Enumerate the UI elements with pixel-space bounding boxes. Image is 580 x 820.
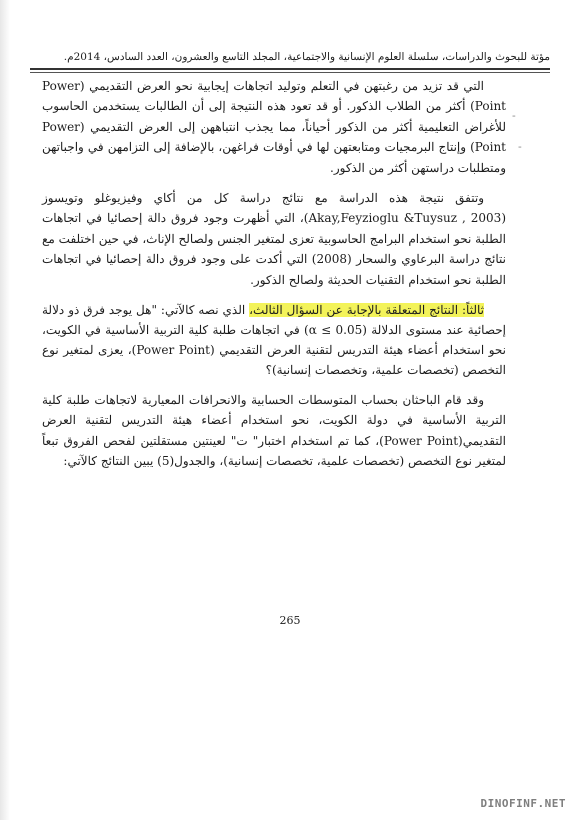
body-text xyxy=(42,76,506,482)
paragraph-discussion: التي قد تزيد من رغبتهن في التعلم وتوليد اتجاهات إيجابية نحو العرض التقديمي (Power Point) أكثر من الطلاب الذكور. أو قد تعود هذه النتيجة إلى أن الطالبات يستخدمن الحاسوب للأغراض التعليمية أكثر من الذكور أحياناً، مما يجذب انتباههن إلى العرض التقديمي (Power Point) وإنتاج البرمجيات ومتابعتهن لها في أوقات فراغهن، بالإضافة إلى التزامهن في واجباتهن ومتطلبات دراستهن أكثر من الذكور. xyxy=(42,79,506,175)
paragraph-third-question xyxy=(42,300,506,380)
highlighted-heading: ثالثاً: النتائج المتعلقة بالإجابة عن السؤال الثالث، xyxy=(249,303,484,318)
watermark: DINOFINF.NET xyxy=(480,797,566,810)
margin-mark: - xyxy=(518,140,522,153)
header-double-rule xyxy=(30,68,550,73)
question-text: الذي نصه كالآتي: "هل يوجد فرق ذو دلالة إحصائية عند مستوى الدلالة (α ≤ 0.05) في اتجاهات طلبة كلية التربية الأساسية في الكويت، نحو استخدام أعضاء هيئة التدريس لتقنية العرض التقديمي (Power Point)، يعزى لمتغير نوع التخصص (تخصصات علمية، وتخصصات إنسانية)؟ xyxy=(42,303,507,378)
paragraph-method: وقد قام الباحثان بحساب المتوسطات الحسابية والانحرافات المعيارية لاتجاهات طلبة كلية التربية الأساسية في دولة الكويت، نحو استخدام أعضاء هيئة التدريس لتقنية العرض التقديمي(Power Point)، كما تم استخدام اختبار" ت" لعينتين مستقلتين لفحص الفروق تبعاً لمتغير نوع التخصص (تخصصات علمية، تخصصات إنسانية)، والجدول(5) يبين النتائج كالآتي: xyxy=(42,393,506,469)
margin-mark: - xyxy=(512,109,516,122)
paragraph-agreement: وتتفق نتيجة هذه الدراسة مع نتائج دراسة كل من أكاي وفيزيوغلو وتويسوز (Akay,Feyzioglu &Tuysuz , 2003)، التي أظهرت وجود فروق دالة إحصائيا في اتجاهات الطلبة نحو استخدام البرامج الحاسوبية تعزى لمتغير الجنس ولصالح الإناث، في حين اختلفت مع نتائج دراسة البرعاوي والسحار (2008) التي أكدت على وجود فروق دالة إحصائيا في اتجاهات الطلبة نحو استخدام التقنيات الحديثة ولصالح الذكور. xyxy=(42,191,507,287)
scan-edge-shadow xyxy=(0,0,10,820)
running-header: مؤتة للبحوث والدراسات، سلسلة العلوم الإنسانية والاجتماعية، المجلد التاسع والعشرون، العدد السادس، 2014م. xyxy=(63,51,550,63)
page-number: 265 xyxy=(279,614,301,627)
